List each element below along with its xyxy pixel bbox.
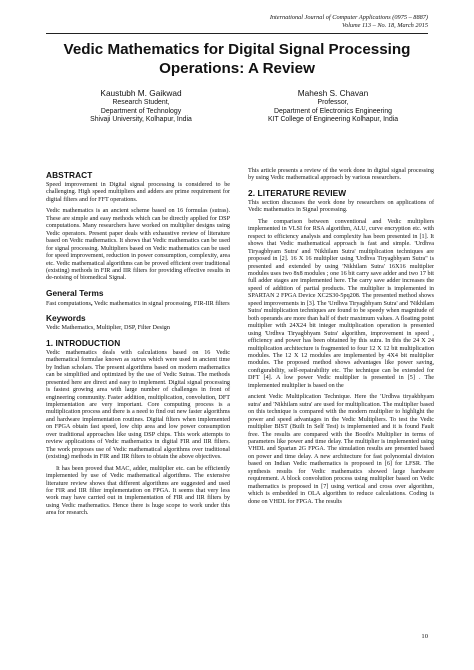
author-name: Kaustubh M. Gaikwad [100, 88, 182, 98]
paper-title [46, 40, 428, 78]
introduction-paragraph-1 [46, 350, 230, 462]
journal-line: International Journal of Computer Applications (0975 – 8887) [269, 14, 428, 21]
author-1 [46, 88, 236, 125]
general-terms-first: Fast computations [46, 300, 91, 307]
introduction-paragraph-2: It has been proved that MAC, adder, multiplier etc. can be efficiently implemented by use of Vedic mathematical algorithms. The extensive literature review shows that different algorithms are suggested and used for FIR and IIR filter implementation on FPGA. It seems that very less work may have carried out in implementation of FIR and IIR filters by using Vedic mathematics. Hence there is huge scope to work under this area for research. [46, 465, 230, 517]
author-role: Professor, [317, 99, 349, 106]
title-line-2: Operations: A Review [159, 60, 315, 77]
general-terms-heading: General Terms [46, 287, 104, 298]
page-number: 10 [421, 633, 428, 640]
keywords-text: Vedic Mathematics, Multiplier, DSP, Filter Design [46, 325, 170, 332]
intro-text-b: which were used in ancient time by Indian scholars. The present algorithms based on modern mathematics can be simplified and optimized by the use of Vedic Sutras. The methods presented here are direct and easy to implement. Digital signal processing is fastest growing area with large number of challenges in front of engineering community. Faster addition, multiplication, convolution, DFT implementation are very important. Core computing process is a multiplication process and there is a need to find out new faster algorithms and hardware implementation routines. Digital filters when implemented on FPGA obtain fast speed, low chip area and low power consumption over traditional approaches like using DSP chips. This work attempts to review applications of Vedic mathematics in digital FIR and IIR filters. The work proposes use of Vedic mathematical algorithms over traditional (existing) methods in FIR and IIR filters to obtain the above objectives. [46, 357, 230, 461]
general-terms-rest: Vedic mathematics in signal processing, FIR-IIR filters [92, 300, 230, 307]
author-department: Department of Technology [100, 107, 182, 115]
general-terms-separator: , [90, 299, 93, 307]
author-department: Department of Electronics Engineering [274, 107, 392, 115]
right-column [248, 168, 434, 510]
literature-heading: 2. LITERATURE REVIEW [248, 187, 347, 198]
intro-sutras-italic: sutras [131, 357, 147, 364]
volume-line: Volume 113 – No. 18, March 2015 [341, 22, 428, 29]
journal-header [270, 14, 428, 30]
literature-paragraph-2: The comparison between conventional and Vedic multipliers implemented in VLSI for RSA algorithm, ALU, curve encryption etc. with respect to efficiency analysis and complexity has been presented in [1]. It shows that Vedic mathematical approach is fast and simple. 'Urdhva Tiryagbhyam Sutra' and 'Nikhilam Sutra' multiplication techniques are proposed in [2]. 16 X 16 multiplier using 'Urdhva Tiryagbhyam Sutra" is presented and extended by using 'Nikhilam Sutra' 16X16 multiplier modules uses two 8x8 modules ; one 16 bit carry save adder and two 17 bit full adder stages are implemented here. The carry save adder increases the speed of addition of partial products. The multiplier is implemented in SPARTAN 2 FPGA Device XC2S30-5pq208. The presented method shows speed improvements in [3]. The 'Urdhva Tiryagbhyam Sutra' and 'Nikhilam Sutra' multiplication techniques are found to be speedy when magnitude of both operands are more than half of their maximum values. A floating point multiplier with 24X24 bit integer multiplication operation is presented using 'Urdhva Tiryagbhyam Sutra' algorithm, improvement in speed , efficiency and power has been obtained by this sutra. In this the 24 X 24 multiplication architecture is fragmented to four 12 X 12 bit multiplication modules. The 12 X 12 modules are implemented by 4X4 bit multiplier modules. The proposed method shows advantages like power saving, configurability, self-repairability etc. The technique can be extended for DFT [4]. A low power Vedic multiplier is presented in [5] . The implemented multiplier is based on the [248, 218, 434, 389]
author-name: Mahesh S. Chavan [297, 88, 369, 98]
abstract-paragraph-1: Speed improvement in Digital signal processing is considered to be challenging. High speed multipliers and adders are prime requirement for digital filters and for FFT operations. [46, 182, 230, 203]
header-rule [46, 33, 428, 34]
author-block [46, 88, 428, 136]
literature-paragraph-3: ancient Vedic Multiplication Technique. Here the 'Urdhva tiryakbhyam sutra' and 'Nikhilam sutra' are used for multiplication. The multiplier based on this technique is compared with the modern multiplier to highlight the power and speed advantages in the Vedic Multipliers. To test the Vedic multiplier BIST (Built In Self Test) is implemented and it is found Fault free. The results are compared with the Booth's Multiplier in terms of parameters like power and time delay. The multiplier is implemented using VHDL and Spartan 2G FPGA. The simulation results are presented based on power and time delay. A new architecture for fast polynomial division based on Indian Vedic mathematics is proposed in [6] for LFSR. The synthesis results for Vedic mathematics showed large hardware requirement. A block convolution process using multiplier based on Vedic mathematics is proposed in [7] using vertical and cross over algorithm, which is embedded in OLA algorithm to reduce calculations. Coding is done on VHDL for FPGA. The results [248, 394, 434, 505]
author-institution: KIT College of Engineering Kolhapur, India [267, 116, 399, 124]
author-role: Research Student, [112, 99, 170, 106]
abstract-paragraph-2: Vedic mathematics is an ancient scheme based on 16 formulas (sutras). These are simple and easy methods which can be directly applied for DSP computations. Many researchers have worked on multiplier designs using Vedic operators. Present paper deals with exhaustive review of literature based on Vedic mathematics. It shows that Vedic mathematics can be used for signal processing. Multipliers based on Vedic mathematics can be used for speed improvement, reduction in power consumption, complexity, area etc. Vedic mathematical algorithms can be proved efficient over traditional (existing) methods in FIR and IIR filters for providing effective results in de-noising of biomedical Signal. [46, 208, 230, 282]
general-terms-text [46, 300, 230, 308]
left-column [46, 170, 230, 522]
review-intro-paragraph: This article presents a review of the work done in digital signal processing by using Vedic mathematical approach by various researchers. [248, 168, 434, 182]
intro-text-a: Vedic mathematics deals with calculations based on 16 Vedic mathematical formulae known as [46, 349, 230, 364]
author-2 [238, 88, 428, 125]
title-line-1: Vedic Mathematics for Digital Signal Processing [63, 41, 411, 58]
keywords-heading: Keywords [46, 313, 86, 324]
literature-paragraph-1: This section discusses the work done by researchers on applications of Vedic mathematics in Signal processing. [248, 199, 434, 214]
author-institution: Shivaji University, Kolhapur, India [90, 116, 192, 124]
introduction-heading: 1. INTRODUCTION [46, 337, 121, 348]
abstract-heading: ABSTRACT [46, 170, 93, 180]
